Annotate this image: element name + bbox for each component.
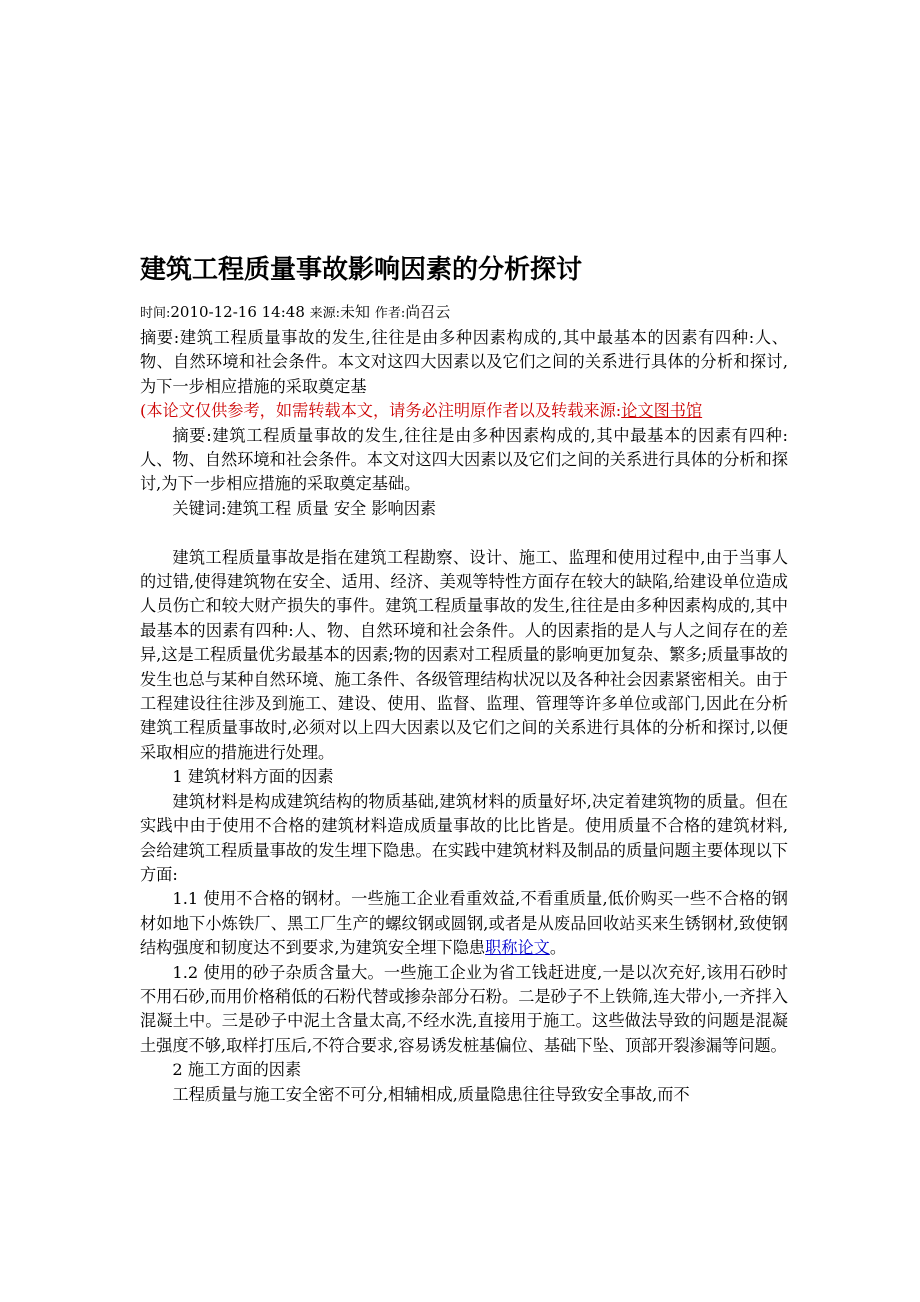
meta-time-label: 时间: — [140, 306, 171, 321]
summary-paragraph: 摘要:建筑工程质量事故的发生,往往是由多种因素构成的,其中最基本的因素有四种:人、物、自然环境和社会条件。本文对这四大因素以及它们之间的关系进行具体的分析和探讨,为下一步相应措施的采取奠定基础。 — [140, 425, 788, 494]
reprint-notice-text: (本论文仅供参考，如需转载本文，请务必注明原作者以及转载来源: — [140, 401, 622, 421]
meta-time-value: 2010-12-16 14:48 — [170, 303, 305, 321]
meta-author-label: 作者: — [374, 306, 406, 321]
item-1-1-end: 。 — [549, 938, 567, 958]
reprint-notice-link[interactable]: 论文图书馆 — [621, 401, 703, 421]
document-page — [140, 250, 788, 1107]
item-1-1 — [140, 887, 788, 960]
section1-heading: 1 建筑材料方面的因素 — [172, 767, 334, 787]
item-1-1-text: 1.1 使用不合格的钢材。一些施工企业看重效益,不看重质量,低价购买一些不合格的钢材如地下小炼铁厂、黑工厂生产的螺纹钢或圆钢,或者是从废品回收站买来生锈钢材,致使钢结构强度和韧度达不到要求,为建筑安全埋下隐患 — [140, 889, 788, 958]
meta-source-value: 未知 — [340, 303, 371, 321]
article-title: 建筑工程质量事故影响因素的分析探讨 — [140, 255, 583, 285]
blank-line — [140, 521, 788, 545]
summary-top: 摘要:建筑工程质量事故的发生,往往是由多种因素构成的,其中最基本的因素有四种:人、物、自然环境和社会条件。本文对这四大因素以及它们之间的关系进行具体的分析和探讨,为下一步相应措施的采取奠定基 — [140, 328, 788, 396]
section2-body: 工程质量与施工安全密不可分,相辅相成,质量隐患往往导致安全事故,而不 — [172, 1084, 690, 1104]
item-1-2: 1.2 使用的砂子杂质含量大。一些施工企业为省工钱赶进度,一是以次充好,该用石砂时不用石砂,而用价格稍低的石粉代替或掺杂部分石粉。二是砂子不上铁筛,连大带小,一齐拌入混凝土中。三是砂子中泥土含量太高,不经水洗,直接用于施工。这些做法导致的问题是混凝土强度不够,取样打压后,不符合要求,容易诱发桩基偏位、基础下坠、顶部开裂渗漏等问题。 — [140, 962, 788, 1055]
meta-source-label: 来源: — [309, 306, 341, 321]
intro-paragraph: 建筑工程质量事故是指在建筑工程勘察、设计、施工、监理和使用过程中,由于当事人的过错,使得建筑物在安全、适用、经济、美观等特性方面存在较大的缺陷,给建设单位造成人员伤亡和较大财产损失的事件。建筑工程质量事故的发生,往往是由多种因素构成的,其中最基本的因素有四种:人、物、自然环境和社会条件。人的因素指的是人与人之间存在的差异,这是工程质量优劣最基本的因素;物的因素对工程质量的影响更加复杂、繁多;质量事故的发生也总与某种自然环境、施工条件、各级管理结构状况以及各种社会因素紧密相关。由于工程建设往往涉及到施工、建设、使用、监督、监理、管理等许多单位或部门,因此在分析建筑工程质量事故时,必须对以上四大因素以及它们之间的关系进行具体的分析和探讨,以便采取相应的措施进行处理。 — [140, 547, 788, 762]
section2-heading: 2 施工方面的因素 — [172, 1060, 302, 1080]
item-1-1-link[interactable]: 职称论文 — [485, 938, 550, 958]
section1-body: 建筑材料是构成建筑结构的物质基础,建筑材料的质量好坏,决定着建筑物的质量。但在实践中由于使用不合格的建筑材料造成质量事故的比比皆是。使用质量不合格的建筑材料,会给建筑工程质量事故的发生埋下隐患。在实践中建筑材料及制品的质量问题主要体现以下方面: — [140, 791, 788, 884]
article-meta — [140, 300, 788, 326]
reprint-notice — [140, 399, 788, 423]
keywords-line: 关键词:建筑工程 质量 安全 影响因素 — [172, 498, 437, 518]
meta-author-value: 尚召云 — [405, 303, 451, 321]
